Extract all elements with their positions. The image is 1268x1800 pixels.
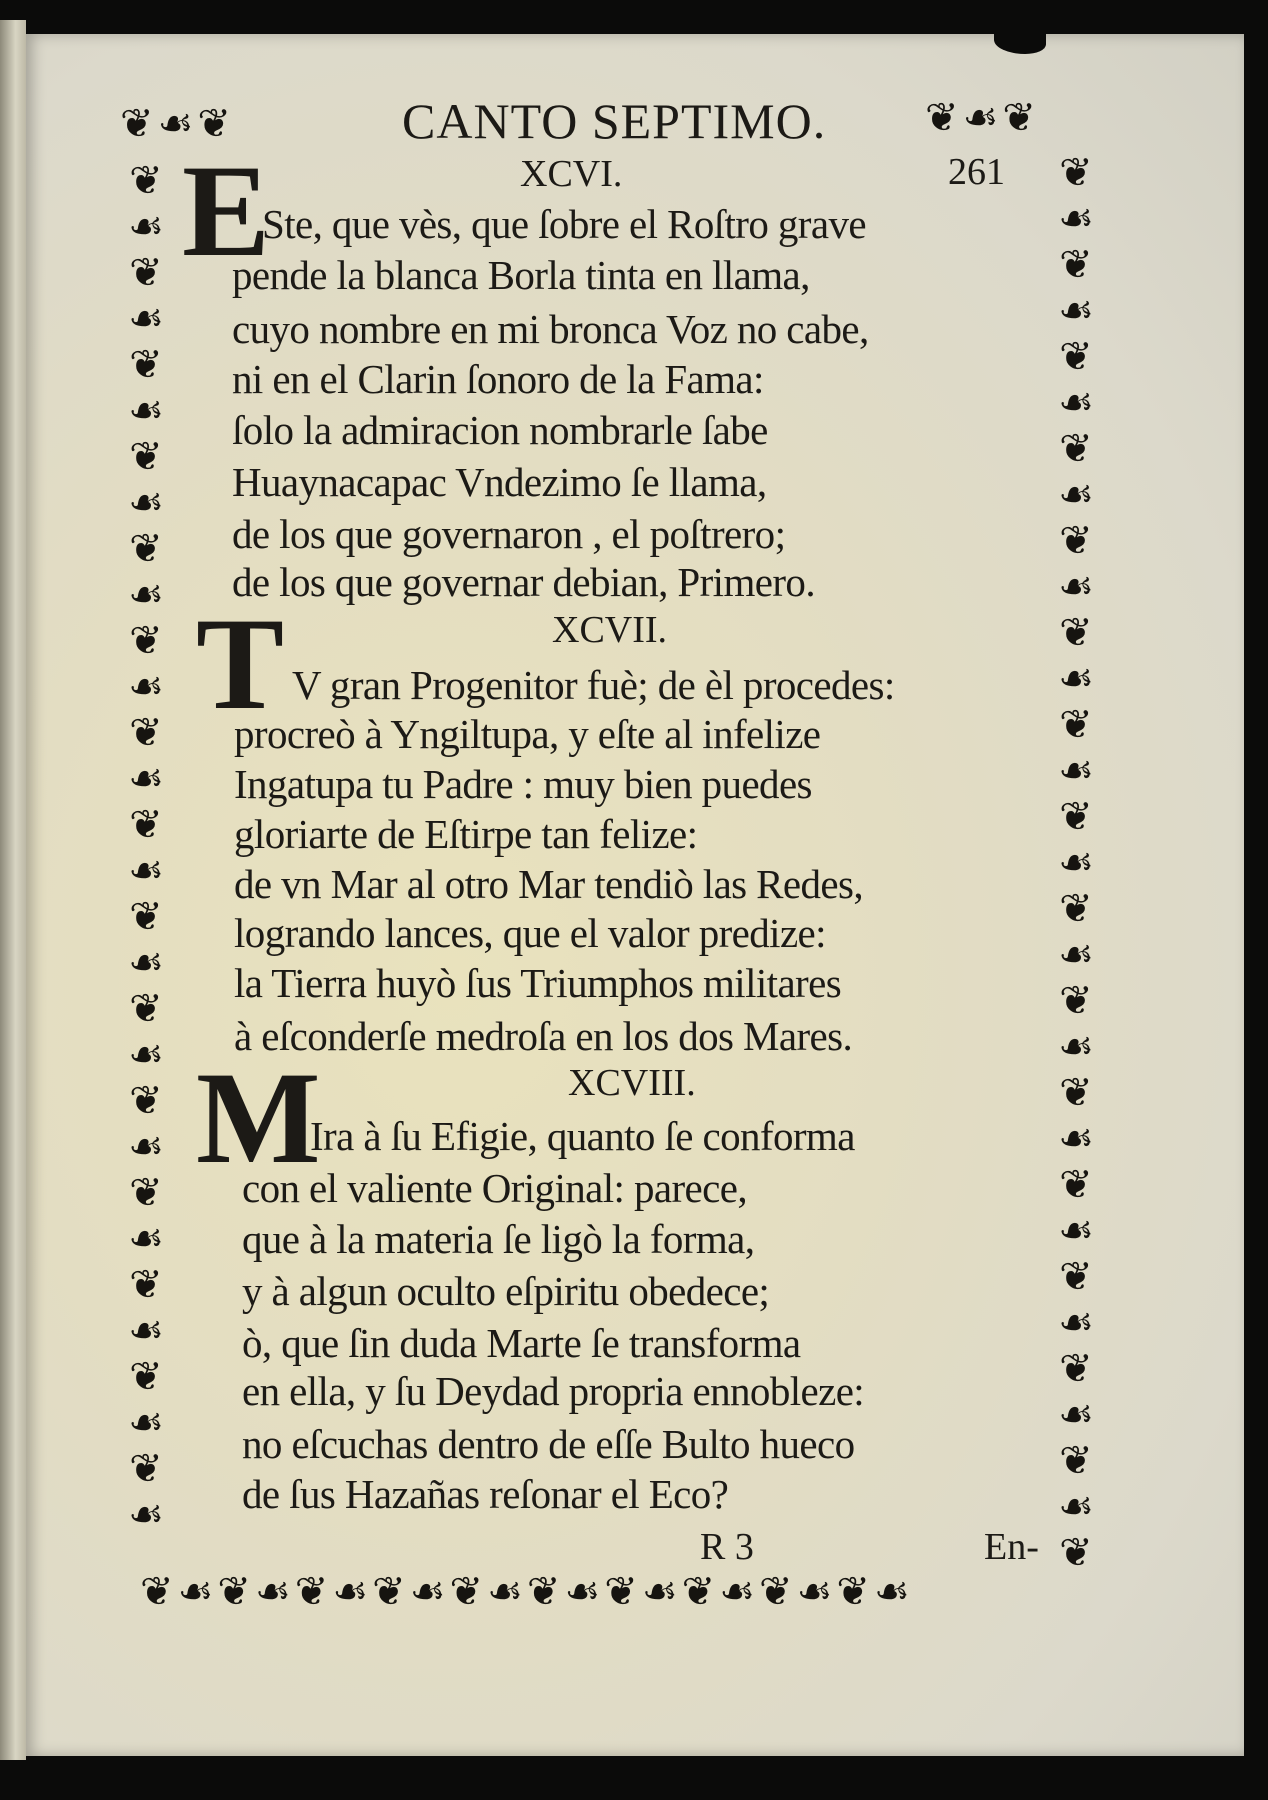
fleuron-icon: ❦ [1059, 242, 1093, 288]
fleuron-icon: ❦ [129, 894, 163, 940]
verse-line: ſolo la admiracion nombrarle ſabe [232, 407, 768, 453]
ornament-right-border [1058, 150, 1094, 1576]
fleuron-icon: ☙ [128, 480, 164, 526]
fleuron-icon: ❦ [129, 342, 163, 388]
fleuron-icon: ☙ [1058, 472, 1094, 518]
stanza-numeral: XCVII. [552, 609, 668, 651]
fleuron-icon: ☙ [1058, 1300, 1094, 1346]
fleuron-icon: ❦ [129, 1446, 163, 1492]
fleuron-icon: ☙ [1058, 1484, 1094, 1530]
fleuron-icon: ☙ [873, 1569, 914, 1615]
fleuron-icon: ❦ [1059, 1254, 1093, 1300]
fleuron-icon: ☙ [128, 1124, 164, 1170]
fleuron-icon: ☙ [1058, 196, 1094, 242]
page-number: 261 [948, 151, 1005, 193]
running-title: CANTO SEPTIMO. [402, 93, 827, 149]
drop-cap: M [196, 1044, 321, 1191]
verse-line: de ſus Hazañas reſonar el Eco? [242, 1471, 729, 1517]
adjacent-page-edge [0, 20, 26, 1760]
fleuron-icon: ❦ [1059, 1070, 1093, 1116]
fleuron-icon: ❦ [1059, 334, 1093, 380]
fleuron-icon: ☙ [1058, 1116, 1094, 1162]
fleuron-icon: ❦ [372, 1569, 410, 1615]
fleuron-icon: ☙ [128, 1032, 164, 1078]
signature-mark: R 3 [700, 1526, 754, 1568]
verse-line: à eſconderſe medroſa en los dos Mares. [234, 1013, 853, 1059]
fleuron-icon: ☙ [564, 1569, 605, 1615]
fleuron-icon: ☙ [128, 1216, 164, 1262]
fleuron-icon: ❦ [129, 250, 163, 296]
verse-line: de los que governaron , el poſtrero; [232, 511, 786, 557]
fleuron-icon: ❦ [140, 1569, 178, 1615]
fleuron-icon: ❦ [129, 1170, 163, 1216]
fleuron-icon: ☙ [128, 388, 164, 434]
verse-line: en ella, y ſu Deydad propria ennobleze: [242, 1368, 865, 1414]
fleuron-icon: ☙ [1058, 840, 1094, 886]
verse-line: logrando lances, que el valor predize: [234, 910, 826, 956]
fleuron-icon: ❦ [836, 1569, 874, 1615]
ornament-left-border [128, 158, 164, 1538]
verse-line: procreò à Yngiltupa, y eſte al infelize [234, 711, 821, 757]
fleuron-icon: ☙ [254, 1569, 295, 1615]
fleuron-icon: ❦ [526, 1569, 565, 1615]
fleuron-icon: ☙ [128, 848, 164, 894]
fleuron-icon: ❦ [604, 1569, 642, 1615]
fleuron-icon: ❦ [1059, 1346, 1093, 1392]
fleuron-icon: ☙ [1058, 932, 1094, 978]
fleuron-icon: ☙ [1058, 288, 1094, 334]
ornament-top-right [925, 95, 1040, 141]
fleuron-icon: ☙ [487, 1569, 527, 1615]
ornament-top-left [120, 101, 235, 147]
fleuron-icon: ❦ [1059, 886, 1093, 932]
verse-line: Ira à ſu Efigie, quanto ſe conforma [310, 1113, 855, 1159]
fleuron-icon: ☙ [177, 1569, 218, 1615]
drop-cap: E [182, 137, 271, 284]
fleuron-icon: ❦ [759, 1569, 797, 1615]
fleuron-icon: ☙ [1058, 564, 1094, 610]
fleuron-icon: ☙ [1058, 1392, 1094, 1438]
fleuron-icon: ❦ [129, 158, 163, 204]
fleuron-icon: ☙ [1058, 1024, 1094, 1070]
fleuron-icon: ❦ [1059, 426, 1093, 472]
fleuron-icon: ❦ [129, 1078, 163, 1124]
fleuron-icon: ☙ [719, 1569, 759, 1615]
fleuron-icon: ❦ [1059, 1530, 1093, 1576]
fleuron-icon: ❦ [1059, 794, 1093, 840]
fleuron-icon: ❦ [129, 434, 163, 480]
verse-line: no eſcuchas dentro de eſſe Bulto hueco [242, 1421, 855, 1467]
fleuron-icon: ☙ [962, 95, 1003, 141]
fleuron-icon: ☙ [641, 1569, 682, 1615]
verse-line: de vn Mar al otro Mar tendiò las Redes, [234, 861, 864, 907]
fleuron-icon: ☙ [128, 296, 164, 342]
fleuron-icon: ❦ [1059, 1162, 1093, 1208]
fleuron-icon: ☙ [1058, 1208, 1094, 1254]
fleuron-icon: ❦ [925, 95, 963, 141]
verse-line: Ingatupa tu Padre : muy bien puedes [234, 761, 812, 807]
verse-line: cuyo nombre en mi bronca Voz no cabe, [232, 306, 869, 352]
fleuron-icon: ❦ [1059, 978, 1093, 1024]
fleuron-icon: ☙ [128, 664, 164, 710]
fleuron-icon: ❦ [129, 802, 163, 848]
fleuron-icon: ☙ [128, 1400, 164, 1446]
verse-line: la Tierra huyò ſus Triumphos militares [234, 960, 842, 1006]
verse-line: pende la blanca Borla tinta en llama, [232, 252, 810, 298]
fleuron-icon: ❦ [129, 1354, 163, 1400]
fleuron-icon: ❦ [197, 101, 235, 147]
fleuron-icon: ☙ [128, 1492, 164, 1538]
verse-line: con el valiente Original: parece, [242, 1165, 747, 1211]
fleuron-icon: ❦ [129, 618, 163, 664]
verse-line: ni en el Clarin ſonoro de la Fama: [232, 356, 764, 402]
fleuron-icon: ☙ [128, 572, 164, 618]
verse-line: Ste, que vès, que ſobre el Roſtro grave [262, 201, 866, 247]
fleuron-icon: ❦ [1059, 610, 1093, 656]
fleuron-icon: ☙ [128, 756, 164, 802]
fleuron-icon: ❦ [120, 101, 158, 147]
fleuron-icon: ☙ [157, 101, 198, 147]
fleuron-icon: ❦ [681, 1569, 720, 1615]
fleuron-icon: ☙ [1058, 748, 1094, 794]
fleuron-icon: ❦ [1059, 702, 1093, 748]
fleuron-icon: ☙ [796, 1569, 837, 1615]
fleuron-icon: ☙ [1058, 380, 1094, 426]
catchword: En- [984, 1526, 1039, 1568]
fleuron-icon: ❦ [129, 710, 163, 756]
verse-line: que à la materia ſe ligò la forma, [242, 1216, 755, 1262]
stanza-numeral: XCVIII. [568, 1062, 696, 1104]
fleuron-icon: ☙ [128, 940, 164, 986]
fleuron-icon: ☙ [128, 1308, 164, 1354]
fleuron-icon: ❦ [449, 1569, 488, 1615]
fleuron-icon: ❦ [129, 526, 163, 572]
fleuron-icon: ☙ [409, 1569, 450, 1615]
fleuron-icon: ❦ [1059, 1438, 1093, 1484]
fleuron-icon: ❦ [1059, 518, 1093, 564]
fleuron-icon: ❦ [217, 1569, 255, 1615]
fleuron-icon: ❦ [1059, 150, 1093, 196]
fleuron-icon: ❦ [1002, 95, 1040, 141]
fleuron-icon: ☙ [128, 204, 164, 250]
drop-cap: T [196, 590, 285, 737]
verse-line: gloriarte de Eſtirpe tan felize: [234, 811, 698, 857]
ornament-bottom-border [140, 1569, 914, 1615]
verse-line: y à algun oculto eſpiritu obedece; [242, 1268, 770, 1314]
verse-line: ò, que ſin duda Marte ſe transforma [242, 1320, 801, 1366]
verse-line: Huaynacapac Vndezimo ſe llama, [232, 459, 767, 505]
fleuron-icon: ❦ [294, 1569, 333, 1615]
fleuron-icon: ❦ [129, 986, 163, 1032]
fleuron-icon: ❦ [129, 1262, 163, 1308]
verse-line: V gran Progenitor fuè; de èl procedes: [292, 662, 895, 708]
fleuron-icon: ☙ [332, 1569, 373, 1615]
verse-line: de los que governar debian, Primero. [232, 559, 815, 605]
fleuron-icon: ☙ [1058, 656, 1094, 702]
stanza-numeral: XCVI. [520, 153, 623, 195]
